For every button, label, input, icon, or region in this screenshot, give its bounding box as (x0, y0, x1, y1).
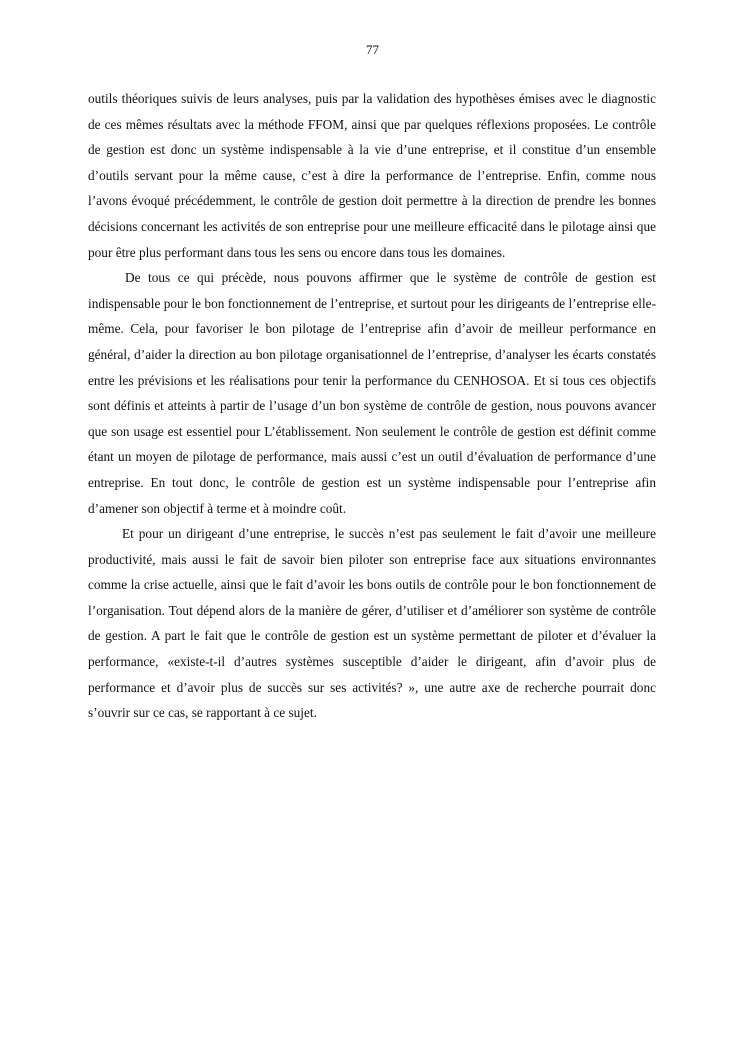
paragraph-conclusion-summary: outils théoriques suivis de leurs analyses, puis par la validation des hypothèses émises avec le diagnostic de ces mêmes résultats avec la méthode FFOM, ainsi que par quelques réflexions proposées. Le contrôle de gestion est donc un système indispensable à la vie d’une entreprise, et il constitue d’un ensemble d’outils servant pour la même cause, c’est à dire la performance de l’entreprise. Enfin, comme nous l’avons évoqué précédemment, le contrôle de gestion doit permettre à la direction de prendre les bonnes décisions concernant les activités de son entreprise pour une meilleure efficacité dans le pilotage ainsi que pour être plus performant dans tous les sens ou encore dans tous les domaines. (88, 91, 656, 260)
paragraph-research-perspective: Et pour un dirigeant d’une entreprise, le succès n’est pas seulement le fait d’avoir une meilleure productivité, mais aussi le fait de savoir bien piloter son entreprise face aux situations environnantes comme la crise actuelle, ainsi que le fait d’avoir les bons outils de contrôle pour le bon fonctionnement de l’organisation. Tout dépend alors de la manière de gérer, d’utiliser et d’améliorer son système de contrôle de gestion. A part le fait que le contrôle de gestion est un système permettant de piloter et d’évaluer la performance, «existe-t-il d’autres systèmes susceptible d’aider le dirigeant, afin d’avoir plus de performance et d’avoir plus de succès sur ses activités? », une autre axe de recherche pourrait donc s’ouvrir sur ce cas, se rapportant à ce sujet. (88, 526, 656, 721)
page-number: 77 (366, 42, 379, 57)
body-text (88, 86, 656, 726)
paragraph-management-control-importance: De tous ce qui précède, nous pouvons affirmer que le système de contrôle de gestion est indispensable pour le bon fonctionnement de l’entreprise, et surtout pour les dirigeants de l’entreprise elle-même. Cela, pour favoriser le bon pilotage de l’entreprise afin d’avoir de meilleur performance en général, d’aider la direction au bon pilotage organisationnel de l’entreprise, d’analyser les écarts constatés entre les prévisions et les réalisations pour tenir la performance du CENHOSOA. Et si tous ces objectifs sont définis et atteints à partir de l’usage d’un bon système de contrôle de gestion, nous pouvons avancer que son usage est essentiel pour L’établissement. Non seulement le contrôle de gestion est définit comme étant un moyen de pilotage de performance, mais aussi c’est un outil d’évaluation de performance d’une entreprise. En tout donc, le contrôle de gestion est un système indispensable pour l’entreprise afin d’amener son objectif à terme et à moindre coût. (88, 270, 656, 516)
